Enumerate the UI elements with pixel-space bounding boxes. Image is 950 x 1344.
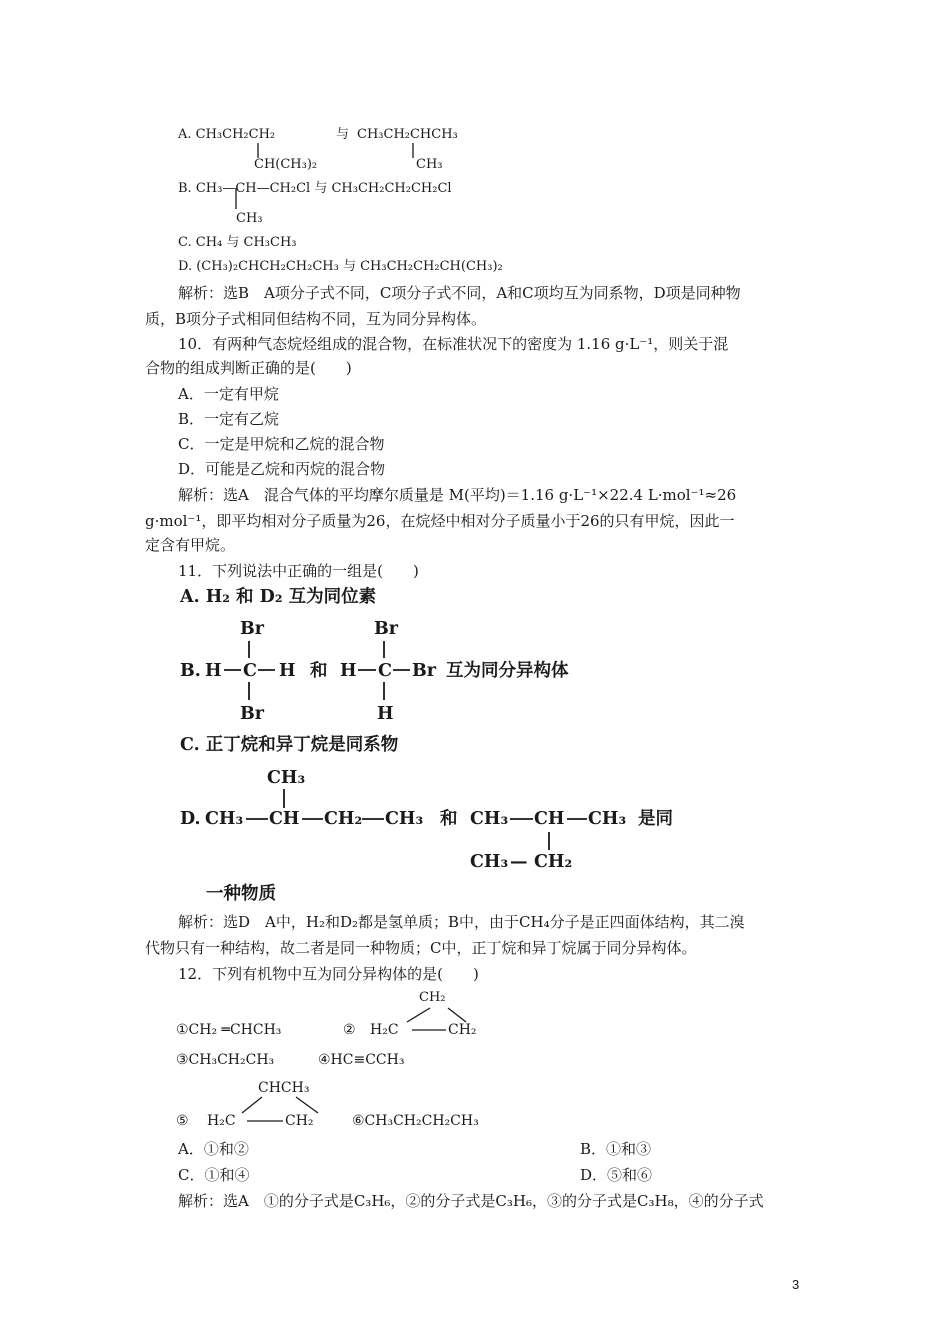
q10-option-c: C．一定是甲烷和乙烷的混合物 [178, 435, 385, 453]
q10-stem-line2: 合物的组成判断正确的是( ) [145, 359, 352, 377]
q12-analysis-line1: 解析：选A ①的分子式是C₃H₆，②的分子式是C₃H₆，③的分子式是C₃H₈，④的分子式 [178, 1192, 764, 1210]
q11-d2-ch3-left: CH₃ [470, 809, 509, 829]
q10-option-d: D．可能是乙烷和丙烷的混合物 [178, 460, 386, 478]
q11-d-label: D. [180, 809, 201, 829]
q11-b1-h-right: H [279, 661, 296, 681]
q11-d-tail: 是同 [638, 809, 673, 829]
q9-option-d: D. (CH₃)₂CHCH₂CH₂CH₃ 与 CH₃CH₂CH₂CH(CH₃)₂ [178, 259, 503, 274]
q11-d1-ch2: CH₂ [324, 809, 363, 829]
q12-s5-right: CH₂ [285, 1113, 314, 1129]
q11-b1-h-left: H [205, 661, 222, 681]
q9-b-main: B. CH₃—CH—CH₂Cl 与 CH₃CH₂CH₂CH₂Cl [178, 181, 452, 196]
q12-s1: ①CH₂ ═CHCH₃ [176, 1022, 282, 1038]
q10-analysis-line2: g·mol⁻¹，即平均相对分子质量为26，在烷烃中相对分子质量小于26的只有甲烷，因此一 [145, 512, 735, 530]
q9-a-right-branch: CH₃ [416, 157, 443, 172]
q11-b2-h-left: H [340, 661, 357, 681]
q9-option-c: C. CH₄ 与 CH₃CH₃ [178, 235, 297, 250]
q11-b1-br-bottom: Br [240, 704, 265, 724]
q11-b2-br-top: Br [374, 619, 399, 639]
q9-a-right: CH₃CH₂CHCH₃ [357, 127, 458, 142]
q12-stem: 12．下列有机物中互为同分异构体的是( ) [178, 965, 479, 983]
q9-b-branch: CH₃ [236, 211, 263, 226]
q10-stem-line1: 10．有两种气态烷烃组成的混合物，在标准状况下的密度为 1.16 g·L⁻¹，则关于混 [178, 335, 729, 353]
q11-d1-ch: CH [269, 809, 300, 829]
q11-d2-dash: — [510, 852, 528, 872]
q11-b-label: B. [180, 661, 201, 681]
q11-stem: 11．下列说法中正确的一组是( ) [178, 562, 419, 580]
q11-option-c: C. 正丁烷和异丁烷是同系物 [180, 735, 399, 755]
q11-b-tail: 互为同分异构体 [446, 661, 569, 681]
q11-d2-ch3-bottom: CH₃ [470, 852, 509, 872]
q9-analysis-line2: 质，B项分子式相同但结构不同，互为同分异构体。 [145, 310, 487, 328]
q9-analysis-line1: 解析：选B A项分子式不同，C项分子式不同，A和C项均互为同系物，D项是同种物 [178, 284, 741, 302]
q12-s2-right: CH₂ [448, 1022, 477, 1038]
q11-option-a: A. H₂ 和 D₂ 互为同位素 [180, 587, 377, 607]
q11-d2-ch2-bottom: CH₂ [534, 852, 573, 872]
q12-option-a: A．①和② [178, 1140, 249, 1158]
q11-analysis-line1: 解析：选D A中，H₂和D₂都是氢单质；B中，由于CH₄分子是正四面体结构，其二溴 [178, 913, 745, 931]
q12-option-d: D．⑤和⑥ [580, 1166, 653, 1184]
q11-d2-ch: CH [534, 809, 565, 829]
q11-d1-ch3-right: CH₃ [385, 809, 424, 829]
q12-s4: ④HC≡CCH₃ [318, 1052, 405, 1068]
page-number: 3 [792, 1277, 800, 1292]
q12-option-b: B．①和③ [580, 1140, 652, 1158]
q12-s5-left: H₂C [207, 1113, 236, 1129]
q12-s2-top: CH₂ [419, 990, 446, 1005]
q11-b1-br-top: Br [240, 619, 265, 639]
q9-a-join: 与 [336, 127, 350, 142]
q11-analysis-line2: 代物只有一种结构，故二者是同一种物质；C中，正丁烷和异丁烷属于同分异构体。 [145, 939, 697, 957]
q10-analysis-line1: 解析：选A 混合气体的平均摩尔质量是 M(平均)＝1.16 g·L⁻¹×22.4 L·mol⁻¹≈26 [178, 486, 737, 504]
q12-s2-left: H₂C [370, 1022, 399, 1038]
q10-option-a: A．一定有甲烷 [178, 385, 279, 403]
q9-a-main: A. CH₃CH₂CH₂ [178, 127, 276, 142]
q12-s3: ③CH₃CH₂CH₃ [176, 1052, 275, 1068]
q11-b2-carbon: C [378, 661, 392, 681]
q10-option-b: B．一定有乙烷 [178, 410, 280, 428]
q11-d-and: 和 [440, 809, 458, 829]
q11-b-and: 和 [310, 661, 328, 681]
q12-s2-num: ② [343, 1022, 356, 1038]
q12-s6: ⑥CH₃CH₂CH₂CH₃ [352, 1113, 479, 1129]
q11-d1-ch3-left: CH₃ [205, 809, 244, 829]
q11-d1-ch3-top: CH₃ [267, 768, 306, 788]
q11-d-wrap: 一种物质 [206, 884, 276, 904]
q11-d2-ch3-right: CH₃ [588, 809, 627, 829]
q12-s5-top: CHCH₃ [258, 1080, 310, 1096]
q9-a-branch: CH(CH₃)₂ [254, 157, 318, 172]
q11-b1-carbon: C [243, 661, 257, 681]
q11-b2-br-right: Br [412, 661, 437, 681]
q11-b2-h-bottom: H [377, 704, 394, 724]
q12-option-c: C．①和④ [178, 1166, 250, 1184]
q12-s5-num: ⑤ [176, 1113, 189, 1129]
q10-analysis-line3: 定含有甲烷。 [145, 536, 236, 554]
